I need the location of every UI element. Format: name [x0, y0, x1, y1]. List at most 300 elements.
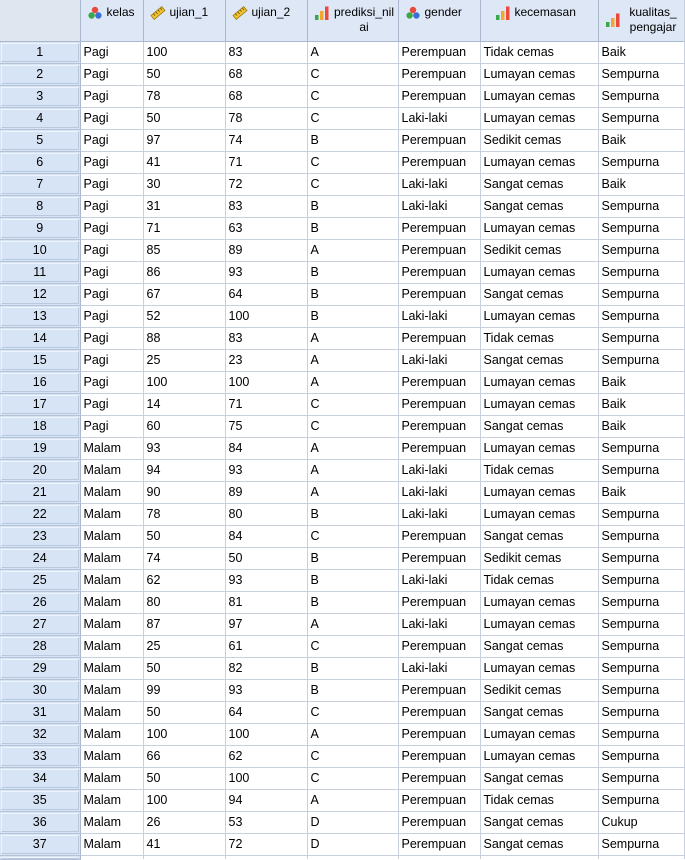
cell-kelas[interactable]: Pagi: [80, 371, 143, 393]
cell-ujian_1[interactable]: 50: [143, 701, 225, 723]
cell-kelas[interactable]: Pagi: [80, 107, 143, 129]
cell-ujian_2[interactable]: 83: [225, 327, 307, 349]
cell-kelas[interactable]: Pagi: [80, 85, 143, 107]
empty-cell[interactable]: [398, 855, 480, 859]
cell-kualitas_pengajar[interactable]: Baik: [598, 129, 685, 151]
cell-kualitas_pengajar[interactable]: Sempurna: [598, 635, 685, 657]
empty-cell[interactable]: [307, 855, 398, 859]
row-number[interactable]: 1: [0, 41, 80, 63]
cell-gender[interactable]: Perempuan: [398, 151, 480, 173]
cell-kelas[interactable]: Malam: [80, 569, 143, 591]
cell-ujian_1[interactable]: 60: [143, 415, 225, 437]
empty-cell[interactable]: [598, 855, 685, 859]
row-number[interactable]: 33: [0, 745, 80, 767]
cell-prediksi_nilai[interactable]: B: [307, 261, 398, 283]
cell-ujian_2[interactable]: 84: [225, 525, 307, 547]
cell-gender[interactable]: Perempuan: [398, 41, 480, 63]
cell-ujian_1[interactable]: 50: [143, 657, 225, 679]
cell-ujian_1[interactable]: 25: [143, 349, 225, 371]
cell-kecemasan[interactable]: Lumayan cemas: [480, 613, 598, 635]
cell-kelas[interactable]: Malam: [80, 833, 143, 855]
cell-gender[interactable]: Laki-laki: [398, 459, 480, 481]
cell-kualitas_pengajar[interactable]: Baik: [598, 41, 685, 63]
cell-ujian_2[interactable]: 75: [225, 415, 307, 437]
cell-kelas[interactable]: Pagi: [80, 41, 143, 63]
cell-prediksi_nilai[interactable]: A: [307, 239, 398, 261]
cell-kecemasan[interactable]: Tidak cemas: [480, 789, 598, 811]
cell-ujian_2[interactable]: 61: [225, 635, 307, 657]
cell-ujian_1[interactable]: 50: [143, 107, 225, 129]
cell-ujian_1[interactable]: 50: [143, 767, 225, 789]
cell-kecemasan[interactable]: Sedikit cemas: [480, 239, 598, 261]
cell-kelas[interactable]: Malam: [80, 481, 143, 503]
cell-kualitas_pengajar[interactable]: Sempurna: [598, 723, 685, 745]
corner-cell[interactable]: [0, 0, 80, 41]
cell-kecemasan[interactable]: Sedikit cemas: [480, 679, 598, 701]
cell-gender[interactable]: Perempuan: [398, 723, 480, 745]
cell-gender[interactable]: Perempuan: [398, 591, 480, 613]
cell-ujian_2[interactable]: 68: [225, 85, 307, 107]
cell-gender[interactable]: Perempuan: [398, 745, 480, 767]
cell-prediksi_nilai[interactable]: B: [307, 679, 398, 701]
cell-kualitas_pengajar[interactable]: Sempurna: [598, 525, 685, 547]
cell-gender[interactable]: Perempuan: [398, 789, 480, 811]
column-header-kecemasan[interactable]: [480, 0, 598, 41]
cell-ujian_2[interactable]: 71: [225, 151, 307, 173]
cell-gender[interactable]: Perempuan: [398, 701, 480, 723]
row-number[interactable]: 37: [0, 833, 80, 855]
cell-kelas[interactable]: Malam: [80, 547, 143, 569]
row-number[interactable]: 22: [0, 503, 80, 525]
cell-ujian_1[interactable]: 52: [143, 305, 225, 327]
cell-kelas[interactable]: Pagi: [80, 151, 143, 173]
cell-ujian_2[interactable]: 64: [225, 283, 307, 305]
cell-prediksi_nilai[interactable]: A: [307, 437, 398, 459]
cell-ujian_1[interactable]: 90: [143, 481, 225, 503]
cell-gender[interactable]: Perempuan: [398, 217, 480, 239]
row-number[interactable]: 5: [0, 129, 80, 151]
column-header-gender[interactable]: [398, 0, 480, 41]
cell-ujian_1[interactable]: 87: [143, 613, 225, 635]
cell-gender[interactable]: Perempuan: [398, 85, 480, 107]
cell-ujian_1[interactable]: 62: [143, 569, 225, 591]
cell-prediksi_nilai[interactable]: D: [307, 833, 398, 855]
cell-gender[interactable]: Perempuan: [398, 833, 480, 855]
cell-ujian_1[interactable]: 86: [143, 261, 225, 283]
cell-kualitas_pengajar[interactable]: Sempurna: [598, 569, 685, 591]
cell-gender[interactable]: Perempuan: [398, 635, 480, 657]
cell-ujian_2[interactable]: 81: [225, 591, 307, 613]
row-number[interactable]: 16: [0, 371, 80, 393]
cell-ujian_1[interactable]: 93: [143, 437, 225, 459]
cell-ujian_1[interactable]: 14: [143, 393, 225, 415]
cell-kualitas_pengajar[interactable]: Sempurna: [598, 613, 685, 635]
cell-ujian_2[interactable]: 53: [225, 811, 307, 833]
cell-ujian_2[interactable]: 89: [225, 239, 307, 261]
cell-gender[interactable]: Perempuan: [398, 547, 480, 569]
cell-prediksi_nilai[interactable]: B: [307, 217, 398, 239]
cell-ujian_2[interactable]: 97: [225, 613, 307, 635]
cell-kualitas_pengajar[interactable]: Cukup: [598, 811, 685, 833]
cell-prediksi_nilai[interactable]: B: [307, 591, 398, 613]
cell-kualitas_pengajar[interactable]: Sempurna: [598, 327, 685, 349]
row-number[interactable]: 35: [0, 789, 80, 811]
cell-ujian_1[interactable]: 97: [143, 129, 225, 151]
cell-kecemasan[interactable]: Sangat cemas: [480, 525, 598, 547]
cell-ujian_1[interactable]: 74: [143, 547, 225, 569]
cell-kecemasan[interactable]: Sangat cemas: [480, 195, 598, 217]
cell-gender[interactable]: Laki-laki: [398, 195, 480, 217]
row-number[interactable]: 30: [0, 679, 80, 701]
cell-kualitas_pengajar[interactable]: Sempurna: [598, 459, 685, 481]
cell-ujian_2[interactable]: 100: [225, 371, 307, 393]
cell-kecemasan[interactable]: Lumayan cemas: [480, 261, 598, 283]
cell-kecemasan[interactable]: Lumayan cemas: [480, 723, 598, 745]
row-number[interactable]: 13: [0, 305, 80, 327]
cell-gender[interactable]: Perempuan: [398, 261, 480, 283]
row-number[interactable]: 19: [0, 437, 80, 459]
empty-cell[interactable]: [480, 855, 598, 859]
cell-prediksi_nilai[interactable]: C: [307, 415, 398, 437]
column-header-prediksi_nilai[interactable]: [307, 0, 398, 41]
cell-ujian_1[interactable]: 71: [143, 217, 225, 239]
cell-gender[interactable]: Perempuan: [398, 393, 480, 415]
cell-gender[interactable]: Perempuan: [398, 525, 480, 547]
cell-kelas[interactable]: Malam: [80, 613, 143, 635]
cell-kualitas_pengajar[interactable]: Sempurna: [598, 547, 685, 569]
cell-ujian_1[interactable]: 50: [143, 525, 225, 547]
cell-kecemasan[interactable]: Sangat cemas: [480, 767, 598, 789]
cell-kecemasan[interactable]: Lumayan cemas: [480, 745, 598, 767]
cell-kecemasan[interactable]: Sangat cemas: [480, 833, 598, 855]
cell-kelas[interactable]: Malam: [80, 503, 143, 525]
row-number[interactable]: 4: [0, 107, 80, 129]
empty-cell[interactable]: [225, 855, 307, 859]
row-number[interactable]: 36: [0, 811, 80, 833]
cell-prediksi_nilai[interactable]: B: [307, 503, 398, 525]
cell-kualitas_pengajar[interactable]: Sempurna: [598, 85, 685, 107]
cell-kelas[interactable]: Pagi: [80, 261, 143, 283]
cell-kelas[interactable]: Malam: [80, 459, 143, 481]
cell-kualitas_pengajar[interactable]: Sempurna: [598, 107, 685, 129]
row-number[interactable]: 7: [0, 173, 80, 195]
row-number[interactable]: 26: [0, 591, 80, 613]
cell-gender[interactable]: Laki-laki: [398, 481, 480, 503]
cell-kualitas_pengajar[interactable]: Sempurna: [598, 261, 685, 283]
row-number[interactable]: [0, 855, 80, 859]
cell-kualitas_pengajar[interactable]: Sempurna: [598, 503, 685, 525]
cell-prediksi_nilai[interactable]: A: [307, 613, 398, 635]
cell-ujian_1[interactable]: 100: [143, 789, 225, 811]
cell-kecemasan[interactable]: Lumayan cemas: [480, 107, 598, 129]
cell-prediksi_nilai[interactable]: B: [307, 657, 398, 679]
cell-kelas[interactable]: Malam: [80, 679, 143, 701]
cell-gender[interactable]: Perempuan: [398, 129, 480, 151]
cell-ujian_1[interactable]: 100: [143, 723, 225, 745]
row-number[interactable]: 18: [0, 415, 80, 437]
cell-kualitas_pengajar[interactable]: Sempurna: [598, 349, 685, 371]
cell-ujian_2[interactable]: 93: [225, 261, 307, 283]
cell-prediksi_nilai[interactable]: C: [307, 767, 398, 789]
cell-gender[interactable]: Perempuan: [398, 327, 480, 349]
cell-ujian_1[interactable]: 41: [143, 833, 225, 855]
cell-prediksi_nilai[interactable]: B: [307, 305, 398, 327]
cell-prediksi_nilai[interactable]: C: [307, 63, 398, 85]
cell-prediksi_nilai[interactable]: A: [307, 459, 398, 481]
cell-gender[interactable]: Perempuan: [398, 239, 480, 261]
column-header-ujian_2[interactable]: [225, 0, 307, 41]
cell-kelas[interactable]: Pagi: [80, 173, 143, 195]
cell-ujian_2[interactable]: 82: [225, 657, 307, 679]
row-number[interactable]: 34: [0, 767, 80, 789]
row-number[interactable]: 28: [0, 635, 80, 657]
cell-ujian_1[interactable]: 85: [143, 239, 225, 261]
cell-kualitas_pengajar[interactable]: Baik: [598, 173, 685, 195]
cell-kelas[interactable]: Malam: [80, 745, 143, 767]
cell-ujian_1[interactable]: 100: [143, 371, 225, 393]
cell-kualitas_pengajar[interactable]: Sempurna: [598, 767, 685, 789]
cell-ujian_1[interactable]: 26: [143, 811, 225, 833]
cell-prediksi_nilai[interactable]: D: [307, 811, 398, 833]
cell-ujian_1[interactable]: 99: [143, 679, 225, 701]
cell-kelas[interactable]: Malam: [80, 701, 143, 723]
row-number[interactable]: 3: [0, 85, 80, 107]
cell-kelas[interactable]: Pagi: [80, 327, 143, 349]
row-number[interactable]: 23: [0, 525, 80, 547]
cell-gender[interactable]: Laki-laki: [398, 569, 480, 591]
cell-kualitas_pengajar[interactable]: Sempurna: [598, 679, 685, 701]
cell-ujian_2[interactable]: 71: [225, 393, 307, 415]
cell-prediksi_nilai[interactable]: B: [307, 569, 398, 591]
cell-gender[interactable]: Perempuan: [398, 811, 480, 833]
cell-prediksi_nilai[interactable]: C: [307, 151, 398, 173]
cell-kualitas_pengajar[interactable]: Baik: [598, 393, 685, 415]
row-number[interactable]: 6: [0, 151, 80, 173]
cell-prediksi_nilai[interactable]: B: [307, 195, 398, 217]
cell-gender[interactable]: Laki-laki: [398, 107, 480, 129]
cell-kelas[interactable]: Malam: [80, 525, 143, 547]
cell-gender[interactable]: Laki-laki: [398, 305, 480, 327]
cell-ujian_2[interactable]: 93: [225, 569, 307, 591]
cell-kualitas_pengajar[interactable]: Sempurna: [598, 305, 685, 327]
cell-ujian_2[interactable]: 94: [225, 789, 307, 811]
cell-kelas[interactable]: Malam: [80, 723, 143, 745]
cell-kualitas_pengajar[interactable]: Sempurna: [598, 151, 685, 173]
cell-prediksi_nilai[interactable]: C: [307, 525, 398, 547]
cell-prediksi_nilai[interactable]: C: [307, 745, 398, 767]
column-header-ujian_1[interactable]: [143, 0, 225, 41]
cell-prediksi_nilai[interactable]: B: [307, 547, 398, 569]
row-number[interactable]: 17: [0, 393, 80, 415]
cell-kecemasan[interactable]: Lumayan cemas: [480, 217, 598, 239]
cell-ujian_2[interactable]: 100: [225, 305, 307, 327]
row-number[interactable]: 31: [0, 701, 80, 723]
cell-ujian_2[interactable]: 93: [225, 459, 307, 481]
cell-ujian_2[interactable]: 100: [225, 723, 307, 745]
cell-kecemasan[interactable]: Lumayan cemas: [480, 437, 598, 459]
cell-ujian_1[interactable]: 41: [143, 151, 225, 173]
cell-kelas[interactable]: Malam: [80, 789, 143, 811]
row-number[interactable]: 20: [0, 459, 80, 481]
cell-kecemasan[interactable]: Tidak cemas: [480, 41, 598, 63]
row-number[interactable]: 10: [0, 239, 80, 261]
cell-kelas[interactable]: Pagi: [80, 217, 143, 239]
cell-prediksi_nilai[interactable]: C: [307, 85, 398, 107]
cell-prediksi_nilai[interactable]: B: [307, 129, 398, 151]
cell-ujian_2[interactable]: 89: [225, 481, 307, 503]
cell-kecemasan[interactable]: Sangat cemas: [480, 283, 598, 305]
column-header-kelas[interactable]: [80, 0, 143, 41]
row-number[interactable]: 11: [0, 261, 80, 283]
cell-ujian_2[interactable]: 84: [225, 437, 307, 459]
cell-ujian_2[interactable]: 50: [225, 547, 307, 569]
cell-gender[interactable]: Laki-laki: [398, 657, 480, 679]
cell-prediksi_nilai[interactable]: A: [307, 481, 398, 503]
cell-kelas[interactable]: Pagi: [80, 349, 143, 371]
cell-gender[interactable]: Perempuan: [398, 371, 480, 393]
cell-kelas[interactable]: Pagi: [80, 63, 143, 85]
cell-kualitas_pengajar[interactable]: Sempurna: [598, 657, 685, 679]
cell-gender[interactable]: Perempuan: [398, 415, 480, 437]
empty-cell[interactable]: [80, 855, 143, 859]
cell-kecemasan[interactable]: Sedikit cemas: [480, 547, 598, 569]
cell-ujian_1[interactable]: 25: [143, 635, 225, 657]
cell-ujian_1[interactable]: 94: [143, 459, 225, 481]
cell-ujian_1[interactable]: 30: [143, 173, 225, 195]
cell-prediksi_nilai[interactable]: A: [307, 327, 398, 349]
cell-kecemasan[interactable]: Lumayan cemas: [480, 393, 598, 415]
cell-ujian_1[interactable]: 78: [143, 503, 225, 525]
cell-prediksi_nilai[interactable]: C: [307, 635, 398, 657]
cell-kualitas_pengajar[interactable]: Sempurna: [598, 789, 685, 811]
cell-prediksi_nilai[interactable]: A: [307, 789, 398, 811]
row-number[interactable]: 27: [0, 613, 80, 635]
cell-kecemasan[interactable]: Sangat cemas: [480, 173, 598, 195]
cell-kualitas_pengajar[interactable]: Sempurna: [598, 745, 685, 767]
cell-ujian_2[interactable]: 80: [225, 503, 307, 525]
cell-kecemasan[interactable]: Lumayan cemas: [480, 151, 598, 173]
cell-ujian_1[interactable]: 31: [143, 195, 225, 217]
cell-ujian_2[interactable]: 72: [225, 833, 307, 855]
cell-kecemasan[interactable]: Sangat cemas: [480, 635, 598, 657]
cell-ujian_2[interactable]: 83: [225, 195, 307, 217]
row-number[interactable]: 8: [0, 195, 80, 217]
empty-cell[interactable]: [143, 855, 225, 859]
cell-gender[interactable]: Laki-laki: [398, 503, 480, 525]
cell-ujian_2[interactable]: 78: [225, 107, 307, 129]
cell-kualitas_pengajar[interactable]: Sempurna: [598, 195, 685, 217]
cell-gender[interactable]: Perempuan: [398, 63, 480, 85]
cell-kelas[interactable]: Pagi: [80, 393, 143, 415]
cell-kecemasan[interactable]: Sangat cemas: [480, 415, 598, 437]
cell-gender[interactable]: Perempuan: [398, 767, 480, 789]
cell-ujian_1[interactable]: 78: [143, 85, 225, 107]
cell-kualitas_pengajar[interactable]: Sempurna: [598, 701, 685, 723]
cell-ujian_2[interactable]: 62: [225, 745, 307, 767]
row-number[interactable]: 2: [0, 63, 80, 85]
cell-ujian_2[interactable]: 64: [225, 701, 307, 723]
cell-kelas[interactable]: Pagi: [80, 415, 143, 437]
cell-kecemasan[interactable]: Lumayan cemas: [480, 657, 598, 679]
row-number[interactable]: 12: [0, 283, 80, 305]
cell-kualitas_pengajar[interactable]: Sempurna: [598, 239, 685, 261]
cell-ujian_2[interactable]: 74: [225, 129, 307, 151]
cell-kecemasan[interactable]: Lumayan cemas: [480, 371, 598, 393]
cell-kecemasan[interactable]: Sedikit cemas: [480, 129, 598, 151]
cell-ujian_1[interactable]: 100: [143, 41, 225, 63]
cell-kelas[interactable]: Malam: [80, 657, 143, 679]
row-number[interactable]: 15: [0, 349, 80, 371]
cell-kelas[interactable]: Malam: [80, 591, 143, 613]
cell-kelas[interactable]: Malam: [80, 767, 143, 789]
cell-ujian_1[interactable]: 88: [143, 327, 225, 349]
cell-kecemasan[interactable]: Lumayan cemas: [480, 591, 598, 613]
cell-kecemasan[interactable]: Tidak cemas: [480, 459, 598, 481]
cell-kualitas_pengajar[interactable]: Sempurna: [598, 591, 685, 613]
cell-kelas[interactable]: Pagi: [80, 195, 143, 217]
row-number[interactable]: 9: [0, 217, 80, 239]
cell-kualitas_pengajar[interactable]: Baik: [598, 371, 685, 393]
cell-kualitas_pengajar[interactable]: Sempurna: [598, 217, 685, 239]
cell-ujian_2[interactable]: 93: [225, 679, 307, 701]
cell-ujian_1[interactable]: 67: [143, 283, 225, 305]
cell-kecemasan[interactable]: Tidak cemas: [480, 327, 598, 349]
cell-kelas[interactable]: Malam: [80, 811, 143, 833]
row-number[interactable]: 14: [0, 327, 80, 349]
cell-gender[interactable]: Laki-laki: [398, 349, 480, 371]
cell-prediksi_nilai[interactable]: C: [307, 107, 398, 129]
row-number[interactable]: 29: [0, 657, 80, 679]
row-number[interactable]: 25: [0, 569, 80, 591]
cell-prediksi_nilai[interactable]: A: [307, 41, 398, 63]
cell-gender[interactable]: Perempuan: [398, 679, 480, 701]
cell-kecemasan[interactable]: Lumayan cemas: [480, 305, 598, 327]
cell-kelas[interactable]: Pagi: [80, 129, 143, 151]
cell-prediksi_nilai[interactable]: C: [307, 393, 398, 415]
cell-kelas[interactable]: Pagi: [80, 239, 143, 261]
cell-prediksi_nilai[interactable]: B: [307, 283, 398, 305]
cell-kecemasan[interactable]: Tidak cemas: [480, 569, 598, 591]
cell-gender[interactable]: Laki-laki: [398, 613, 480, 635]
row-number[interactable]: 32: [0, 723, 80, 745]
cell-kualitas_pengajar[interactable]: Baik: [598, 415, 685, 437]
cell-kecemasan[interactable]: Sangat cemas: [480, 349, 598, 371]
row-number[interactable]: 24: [0, 547, 80, 569]
cell-kecemasan[interactable]: Sangat cemas: [480, 811, 598, 833]
cell-kualitas_pengajar[interactable]: Baik: [598, 481, 685, 503]
cell-kecemasan[interactable]: Lumayan cemas: [480, 85, 598, 107]
cell-kelas[interactable]: Pagi: [80, 305, 143, 327]
cell-prediksi_nilai[interactable]: A: [307, 371, 398, 393]
cell-kecemasan[interactable]: Lumayan cemas: [480, 63, 598, 85]
cell-kecemasan[interactable]: Lumayan cemas: [480, 481, 598, 503]
cell-gender[interactable]: Perempuan: [398, 283, 480, 305]
cell-ujian_2[interactable]: 100: [225, 767, 307, 789]
cell-kecemasan[interactable]: Lumayan cemas: [480, 503, 598, 525]
cell-kelas[interactable]: Malam: [80, 635, 143, 657]
cell-ujian_1[interactable]: 66: [143, 745, 225, 767]
cell-prediksi_nilai[interactable]: A: [307, 349, 398, 371]
row-number[interactable]: 21: [0, 481, 80, 503]
column-header-kualitas_pengajar[interactable]: [598, 0, 685, 41]
cell-kelas[interactable]: Pagi: [80, 283, 143, 305]
cell-ujian_1[interactable]: 80: [143, 591, 225, 613]
cell-ujian_2[interactable]: 63: [225, 217, 307, 239]
cell-gender[interactable]: Perempuan: [398, 437, 480, 459]
cell-ujian_2[interactable]: 83: [225, 41, 307, 63]
cell-kualitas_pengajar[interactable]: Sempurna: [598, 63, 685, 85]
cell-ujian_2[interactable]: 23: [225, 349, 307, 371]
